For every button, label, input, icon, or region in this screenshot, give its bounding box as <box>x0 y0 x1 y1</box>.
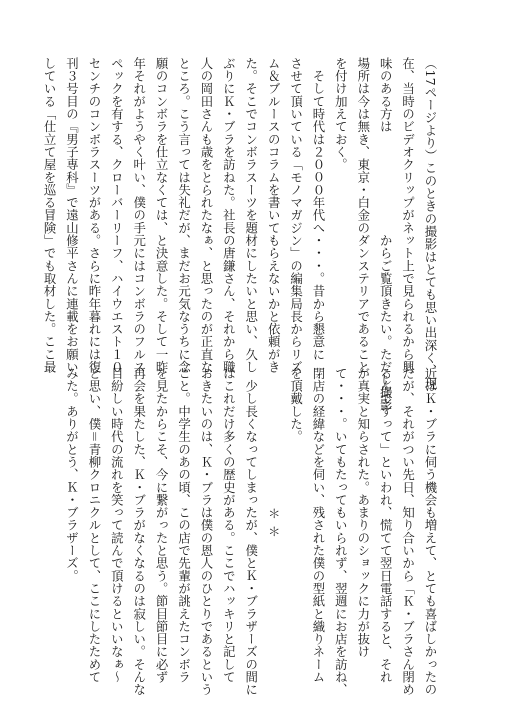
lower-text-block <box>60 367 441 696</box>
text-line: て・・・。いてもたってもいられず、翌週にお店を訪ね、 <box>333 367 349 696</box>
text-line: 少し長くなってしまったが、僕とＫ・ブラザーズの間に <box>243 367 259 696</box>
text-line: ぶりにＫ・ブラを訪ねた。社長の唐鎌さん、それから職 <box>221 57 237 374</box>
text-line: 刊３号目の『男子専科』で遠山修平さんに連載をお願い <box>64 57 80 374</box>
text-line: みた。ありがとう、Ｋ・ブラザーズ。 <box>64 367 80 583</box>
text-line: だが、それがつい先日、知り合いから「Ｋ・ブラさん閉め <box>400 367 416 696</box>
text-line: を付け加えておく。 <box>333 57 349 171</box>
text-line: を頂戴した。 <box>288 367 304 443</box>
text-line: 閉店の経緯などを伺い、残された僕の型紙と織りネーム <box>310 367 326 684</box>
text-line: 年それがようやく叶い、僕の手元にはコンボラのフルス <box>131 57 147 374</box>
text-line: 人の岡田さんも歳をとられたなぁ、と思ったのが正直な <box>198 57 214 374</box>
text-line: している「仕立て屋を巡る冒険」でも取材した。ここ最 <box>42 57 58 374</box>
section-separator: ＊＊ <box>266 507 282 544</box>
text-line: と思い、僕＝青柳クロニクルとして、ここにしたためて <box>86 367 102 684</box>
text-line: おきたいのは、Ｋ・ブラは僕の恩人のひとりであるという <box>198 367 214 696</box>
text-line: させて頂いている「モノマガジン」の編集局長からリズ <box>288 57 304 374</box>
text-line: センチのコンボラスーツがある。さらに昨年暮れには復 <box>86 57 102 374</box>
text-line: （17ページより）このときの撮影はとても思い出深く、現 <box>423 57 438 390</box>
text-line: るんですって」といわれ、慌てて翌日電話すると、それ <box>378 367 394 684</box>
text-line: ペックを有する、クローバーリーフ、ハイウエスト１０ <box>109 57 125 374</box>
text-line: 在、当時のビデオクリップがネット上で見られるから興 <box>400 57 416 374</box>
text-line: 味のある方は からご覧頂きたい。ただし撮影 <box>378 57 394 412</box>
text-line: が真実と知らされた。あまりのショックに力が抜け <box>355 367 371 658</box>
text-line: 場所は今は無き、東京・白金のダンステリアであること <box>355 57 371 374</box>
text-line: はこれだけ多くの歴史がある。ここでハッキリと記して <box>221 367 237 684</box>
text-line: た。そこでコンボラスーツを題材にしたいと思い、久し <box>243 57 259 374</box>
text-line: 近はＫ・ブラに伺う機会も増えて、とても喜ばしかったの <box>423 367 438 696</box>
text-line: を見たからこそ、今に繋がったと思う。節目節目に必ず <box>154 367 170 684</box>
text-line: そして時代は２０００年代へ・・・。昔から懇意に <box>310 57 326 361</box>
text-line: 目紛しい時代の流れを笑って読んで頂けるといいなぁ～ <box>109 367 125 684</box>
text-line: こと。中学生のあの頃、この店で先輩が誂えたコンボラ <box>176 367 192 684</box>
text-line: ところ。こう言っては失礼だが、まだお元気なうちに念 <box>176 57 192 374</box>
text-line: 願のコンボラを仕立なくては、と決意した。そして一昨 <box>154 57 170 374</box>
text-line: 再会を果たした、Ｋ・ブラがなくなるのは寂しい。そんな <box>131 367 147 696</box>
text-line: ム＆ブルースのコラムを書いてもらえないかと依頼がき <box>266 57 282 374</box>
